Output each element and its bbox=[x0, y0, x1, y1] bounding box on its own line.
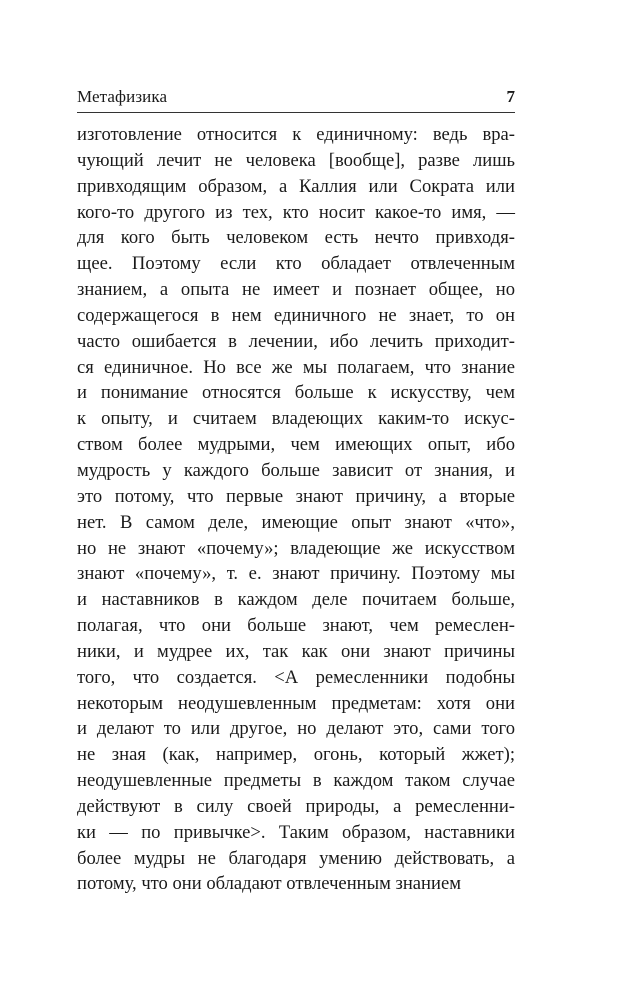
text-line: часто ошибается в лечении, ибо лечить приходит- bbox=[77, 330, 515, 352]
running-title: Метафизика bbox=[77, 87, 168, 106]
text-line: но не знают «почему»; владеющие же искусством bbox=[77, 537, 515, 559]
text-line: к опыту, и считаем владеющих каким-то искус- bbox=[77, 408, 515, 430]
text-line: не зная (как, например, огонь, который жжет); bbox=[77, 744, 515, 766]
text-line: более мудры не благодаря умению действовать, а bbox=[77, 847, 515, 869]
text-line: для кого быть человеком есть нечто привходя- bbox=[77, 227, 515, 249]
text-line: и наставников в каждом деле почитаем больше, bbox=[77, 589, 515, 611]
text-line: чующий лечит не человека [вообще], разве лишь bbox=[77, 149, 515, 171]
text-line: щее. Поэтому если кто обладает отвлеченным bbox=[77, 253, 515, 275]
text-line: ством более мудрыми, чем имеющих опыт, ибо bbox=[77, 434, 515, 456]
page-number: 7 bbox=[506, 87, 515, 106]
text-line: содержащегося в нем единичного не знает, то он bbox=[77, 304, 515, 326]
text-line: неодушевленные предметы в каждом таком случае bbox=[77, 770, 515, 792]
text-line: действуют в силу своей природы, а ремесленни- bbox=[77, 795, 515, 817]
text-line: ки — по привычке>. Таким образом, наставники bbox=[77, 821, 515, 843]
text-line: и понимание относятся больше к искусству, чем bbox=[77, 382, 515, 404]
text-line: привходящим образом, а Каллия или Сократа или bbox=[77, 175, 515, 197]
running-head bbox=[77, 86, 515, 110]
body-text bbox=[77, 122, 515, 897]
text-line: полагая, что они больше знают, чем ремеслен- bbox=[77, 615, 515, 637]
text-line: мудрость у каждого больше зависит от знания, и bbox=[77, 459, 515, 481]
text-line: ники, и мудрее их, так как они знают причины bbox=[77, 640, 515, 662]
text-line: знают «почему», т. е. знают причину. Поэтому мы bbox=[77, 563, 515, 585]
text-line: это потому, что первые знают причину, а вторые bbox=[77, 485, 515, 507]
text-line: изготовление относится к единичному: ведь вра- bbox=[77, 124, 515, 145]
text-line: нет. В самом деле, имеющие опыт знают «что», bbox=[77, 511, 515, 533]
text-line: кого-то другого из тех, кто носит какое-то имя, — bbox=[77, 201, 515, 223]
text-line: потому, что они обладают отвлеченным знанием bbox=[77, 873, 461, 895]
text-line: некоторым неодушевленным предметам: хотя они bbox=[77, 692, 515, 714]
text-line: знанием, а опыта не имеет и познает общее, но bbox=[77, 279, 515, 301]
text-line: ся единичное. Но все же мы полагаем, что знание bbox=[77, 356, 515, 378]
header-rule bbox=[77, 112, 515, 113]
text-line: того, что создается. <А ремесленники подобны bbox=[77, 666, 515, 688]
text-line: и делают то или другое, но делают это, сами того bbox=[77, 718, 515, 740]
